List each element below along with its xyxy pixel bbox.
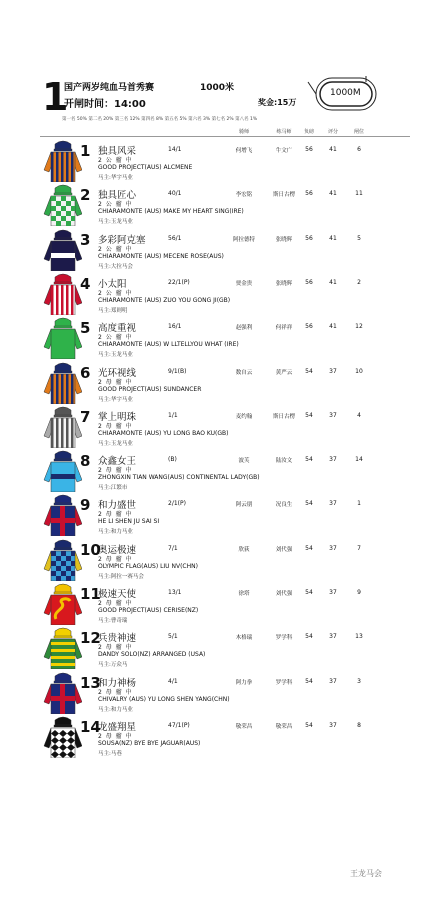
runner-details: 2 公 骝 中 bbox=[98, 201, 133, 209]
runner-pedigree: CHIARAMONTE (AUS) MECENE ROSE(AUS) bbox=[98, 252, 224, 260]
col-gate: 闸位 bbox=[353, 129, 364, 135]
runner-weight: 56 bbox=[305, 146, 313, 153]
track-distance-label: 1000M bbox=[330, 88, 361, 98]
runner-details: 2 公 骝 中 bbox=[98, 334, 133, 342]
col-jockey: 骑师 bbox=[238, 129, 249, 135]
runner-gate: 6 bbox=[357, 146, 361, 153]
runner-weight: 54 bbox=[305, 544, 313, 552]
runner-number: 3 bbox=[80, 230, 91, 249]
race-title: 国产两岁纯血马首秀赛 bbox=[64, 83, 155, 93]
runner-rating: 41 bbox=[329, 190, 337, 198]
runner-odds: 2/1(P) bbox=[168, 500, 186, 508]
runner-details: 2 公 骝 中 bbox=[98, 245, 133, 253]
runner-owner: 马主:大拉马会 bbox=[98, 263, 133, 270]
jockey-silk-icon bbox=[42, 273, 82, 315]
runner-owner: 马主:和力马业 bbox=[98, 706, 133, 713]
watermark: 王龙马会 bbox=[350, 869, 382, 878]
runner-details: 2 母 骝 中 bbox=[98, 511, 133, 519]
runner-gate: 7 bbox=[357, 544, 361, 552]
runner-row bbox=[0, 494, 432, 538]
runner-rating: 37 bbox=[329, 411, 337, 419]
runner-name: 掌上明珠 bbox=[98, 411, 137, 423]
runner-name: 多彩阿克塞 bbox=[98, 234, 146, 246]
runner-owner: 马主:郑则明 bbox=[98, 307, 128, 314]
runner-odds: 40/1 bbox=[168, 190, 182, 198]
runner-rating: 37 bbox=[329, 456, 337, 464]
runner-details: 2 母 骝 中 bbox=[98, 378, 133, 386]
runner-number: 1 bbox=[80, 142, 91, 160]
runner-name: 小太阳 bbox=[98, 278, 127, 290]
runner-jockey: 麦约翰 bbox=[235, 413, 253, 420]
runner-jockey: 欣荻 bbox=[238, 546, 250, 553]
runner-rating: 41 bbox=[329, 323, 337, 331]
runner-name: 极速天使 bbox=[98, 589, 137, 600]
runner-row bbox=[0, 317, 432, 361]
start-time: 开闸时间：14:00 bbox=[64, 99, 146, 110]
runner-pedigree: GOOD PROJECT(AUS) CERISE(NZ) bbox=[98, 607, 199, 614]
runner-trainer: 斯日古楞 bbox=[272, 192, 295, 199]
runner-name: 龙盛翔星 bbox=[98, 721, 137, 733]
jockey-silk-icon bbox=[42, 450, 82, 492]
runner-weight: 56 bbox=[305, 190, 313, 198]
runner-rating: 37 bbox=[329, 500, 337, 508]
runner-rating: 37 bbox=[329, 589, 337, 596]
runner-gate: 11 bbox=[355, 190, 363, 198]
runner-number: 4 bbox=[80, 274, 91, 293]
runner-details: 2 母 骝 中 bbox=[98, 600, 133, 607]
runner-name: 和力神杨 bbox=[98, 677, 137, 689]
jockey-silk-icon bbox=[42, 317, 82, 359]
race-number: 1 bbox=[42, 75, 69, 119]
runner-weight: 54 bbox=[305, 589, 313, 596]
runner-odds: 22/1(P) bbox=[168, 278, 190, 286]
runner-name: 高度重视 bbox=[98, 323, 137, 335]
runner-number: 8 bbox=[80, 452, 91, 471]
runner-weight: 54 bbox=[305, 721, 313, 729]
runner-pedigree: SOUSA(NZ) BYE BYE JAGUAR(AUS) bbox=[98, 739, 201, 747]
runner-owner: 马主:江繁市 bbox=[98, 485, 128, 492]
jockey-silk-icon bbox=[42, 539, 82, 581]
runner-jockey: 阿拉德特 bbox=[232, 236, 255, 243]
runner-weight: 54 bbox=[305, 456, 313, 464]
runner-jockey: 波芙 bbox=[238, 458, 250, 465]
runner-number: 2 bbox=[80, 186, 91, 205]
runner-number: 7 bbox=[80, 407, 91, 426]
runner-odds: 1/1 bbox=[168, 411, 178, 419]
jockey-silk-icon bbox=[42, 627, 82, 669]
prize-money: 奖金:15万 bbox=[258, 98, 297, 107]
header-divider bbox=[40, 136, 410, 137]
runner-details: 2 公 骝 中 bbox=[98, 157, 133, 164]
runner-odds: 5/1 bbox=[168, 633, 178, 641]
runner-trainer: 罗学科 bbox=[275, 635, 293, 642]
race-header bbox=[0, 0, 432, 140]
runner-jockey: 木格瑞 bbox=[235, 635, 253, 642]
runner-name: 兵贵神速 bbox=[98, 633, 137, 645]
runner-odds: 56/1 bbox=[168, 234, 182, 242]
runner-rating: 37 bbox=[329, 633, 337, 641]
runner-rating: 37 bbox=[329, 544, 337, 552]
runner-gate: 8 bbox=[357, 721, 361, 729]
runner-owner: 马主:玉龙马业 bbox=[98, 440, 133, 447]
runner-rating: 41 bbox=[329, 278, 337, 286]
runner-odds: 13/1 bbox=[168, 589, 182, 596]
runner-name: 光环视线 bbox=[98, 367, 137, 379]
runner-number: 12 bbox=[80, 629, 101, 648]
jockey-silk-icon bbox=[42, 716, 82, 758]
runner-weight: 54 bbox=[305, 677, 313, 685]
runner-odds: (B) bbox=[168, 456, 177, 464]
runner-row bbox=[0, 583, 432, 627]
runner-pedigree: GOOD PROJECT(AUS) SUNDANCER bbox=[98, 385, 202, 393]
runner-owner: 马主:马巷 bbox=[98, 750, 122, 757]
runner-weight: 54 bbox=[305, 367, 313, 375]
runner-gate: 4 bbox=[357, 411, 361, 419]
runner-jockey: 阿力拳 bbox=[235, 679, 253, 686]
runner-trainer: 刘代强 bbox=[275, 591, 293, 597]
runner-odds: 47/1(P) bbox=[168, 721, 190, 729]
runner-gate: 5 bbox=[357, 234, 361, 242]
runner-gate: 9 bbox=[357, 589, 361, 596]
runner-owner: 马主:和力马业 bbox=[98, 529, 133, 536]
runner-pedigree: CHIARAMONTE (AUS) YU LONG BAO KU(GB) bbox=[98, 429, 229, 437]
runner-jockey: 阿云朋 bbox=[235, 502, 253, 509]
runner-trainer: 何祥祥 bbox=[275, 325, 293, 332]
runner-pedigree: GOOD PROJECT(AUS) ALCMENE bbox=[98, 164, 193, 171]
runner-row bbox=[0, 229, 432, 273]
runner-gate: 14 bbox=[355, 456, 363, 464]
runner-row bbox=[0, 184, 432, 228]
runner-number: 10 bbox=[80, 540, 101, 559]
col-weight: 负磅 bbox=[303, 129, 314, 135]
runner-name: 众鑫女王 bbox=[98, 456, 137, 468]
runner-gate: 2 bbox=[357, 278, 361, 286]
runner-row bbox=[0, 672, 432, 716]
runner-trainer: 罗学科 bbox=[275, 679, 293, 686]
runner-gate: 10 bbox=[355, 367, 363, 375]
runner-number: 13 bbox=[80, 673, 101, 692]
runner-gate: 12 bbox=[355, 323, 363, 331]
runner-odds: 9/1(B) bbox=[168, 367, 187, 375]
runner-name: 奥运极速 bbox=[98, 544, 137, 556]
runner-trainer: 张晓辉 bbox=[275, 236, 293, 243]
runner-trainer: 况良生 bbox=[275, 502, 293, 509]
runner-odds: 4/1 bbox=[168, 677, 178, 685]
runner-row bbox=[0, 716, 432, 760]
runner-odds: 14/1 bbox=[168, 146, 182, 153]
jockey-silk-icon bbox=[42, 362, 82, 404]
runner-jockey: 贾金贵 bbox=[235, 280, 253, 287]
runner-weight: 56 bbox=[305, 323, 313, 331]
runner-pedigree: CHIVALRY (AUS) YU LONG SHEN YANG(CHN) bbox=[98, 695, 230, 703]
runner-details: 2 公 骝 中 bbox=[98, 289, 133, 297]
runner-jockey: 徐塔 bbox=[238, 591, 250, 597]
runner-name: 和力盛世 bbox=[98, 500, 137, 512]
runner-trainer: 斯日古楞 bbox=[272, 413, 295, 420]
runner-trainer: 牛文广 bbox=[275, 148, 293, 154]
runner-row bbox=[0, 362, 432, 406]
runner-gate: 1 bbox=[357, 500, 361, 508]
runner-rating: 37 bbox=[329, 721, 337, 729]
runner-pedigree: CHIARAMONTE (AUS) MAKE MY HEART SING(IRE) bbox=[98, 208, 244, 216]
runner-row bbox=[0, 406, 432, 450]
jockey-silk-icon bbox=[42, 494, 82, 536]
runner-details: 2 母 骝 中 bbox=[98, 555, 133, 563]
runner-jockey: 赵强利 bbox=[235, 325, 253, 332]
prize-placings: 第一名 50% 第二名 20% 第三名 12% 第四名 8% 第五名 5% 第六名 3% 第七名 2% 第八名 1% bbox=[62, 117, 258, 122]
runner-row bbox=[0, 450, 432, 494]
runner-owner: 马主:华宇马业 bbox=[98, 175, 133, 181]
runner-details: 2 母 骝 中 bbox=[98, 422, 133, 430]
runner-details: 2 母 骝 中 bbox=[98, 467, 133, 475]
runner-number: 14 bbox=[80, 717, 101, 736]
runner-rating: 37 bbox=[329, 677, 337, 685]
runner-pedigree: HE LI SHEN JU SAI SI bbox=[98, 518, 160, 526]
jockey-silk-icon bbox=[42, 229, 82, 271]
runner-pedigree: OLYMPIC FLAG(AUS) LIU NV(CHN) bbox=[98, 562, 198, 570]
runner-row bbox=[0, 539, 432, 583]
runner-name: 独具匠心 bbox=[98, 190, 137, 202]
runner-pedigree: CHIARAMONTE (AUS) ZUO YOU GONG JI(GB) bbox=[98, 296, 231, 304]
runner-pedigree: DANDY SOLO(NZ) ARRANGED (USA) bbox=[98, 651, 206, 659]
runner-owner: 马主:阿拉一赛马会 bbox=[98, 573, 144, 580]
runner-weight: 56 bbox=[305, 278, 313, 286]
runner-row bbox=[0, 273, 432, 317]
runner-trainer: 黄严云 bbox=[275, 369, 293, 376]
runner-gate: 13 bbox=[355, 633, 363, 641]
runner-weight: 54 bbox=[305, 500, 313, 508]
runner-owner: 马主:玉龙马业 bbox=[98, 352, 133, 359]
runner-number: 11 bbox=[80, 585, 101, 603]
runner-jockey: 敬荣昌 bbox=[235, 723, 253, 730]
runner-details: 2 母 骝 中 bbox=[98, 644, 133, 652]
runner-jockey: 何增飞 bbox=[235, 148, 253, 154]
runner-owner: 马主:玉龙马业 bbox=[98, 219, 133, 226]
runner-trainer: 张晓辉 bbox=[275, 280, 293, 287]
jockey-silk-icon bbox=[42, 140, 82, 182]
runner-owner: 马主:曹奇瑞 bbox=[98, 618, 128, 624]
runner-number: 9 bbox=[80, 496, 91, 515]
runner-gate: 3 bbox=[357, 677, 361, 685]
jockey-silk-icon bbox=[42, 583, 82, 625]
runner-trainer: 陆汝文 bbox=[275, 458, 293, 465]
runner-name: 独具风采 bbox=[98, 146, 137, 157]
runner-number: 6 bbox=[80, 363, 91, 382]
runner-jockey: 数自云 bbox=[235, 369, 253, 376]
runner-details: 2 母 骝 中 bbox=[98, 688, 133, 696]
runner-weight: 54 bbox=[305, 411, 313, 419]
runner-trainer: 刘代强 bbox=[275, 546, 293, 553]
runner-odds: 16/1 bbox=[168, 323, 182, 331]
runner-owner: 马主:华宇马业 bbox=[98, 396, 133, 403]
runner-row bbox=[0, 627, 432, 671]
col-trainer: 练马师 bbox=[276, 129, 292, 135]
runner-row bbox=[0, 140, 432, 184]
jockey-silk-icon bbox=[42, 672, 82, 714]
runner-odds: 7/1 bbox=[168, 544, 178, 552]
runner-details: 2 母 骝 中 bbox=[98, 732, 133, 740]
runner-rating: 41 bbox=[329, 146, 337, 153]
runner-rating: 41 bbox=[329, 234, 337, 242]
runner-jockey: 李宏铭 bbox=[235, 192, 253, 199]
runner-weight: 54 bbox=[305, 633, 313, 641]
runner-rating: 37 bbox=[329, 367, 337, 375]
col-rating: 评分 bbox=[327, 129, 338, 135]
runner-pedigree: ZHONGXIN TIAN WANG(AUS) CONTINENTAL LADY(GB) bbox=[98, 474, 260, 482]
runner-trainer: 敬荣昌 bbox=[275, 723, 293, 730]
race-distance: 1000米 bbox=[200, 83, 235, 93]
runner-owner: 马主:万众马 bbox=[98, 662, 128, 669]
jockey-silk-icon bbox=[42, 406, 82, 448]
runner-pedigree: CHIARAMONTE (AUS) W LLTELLYOU WHAT (IRE) bbox=[98, 341, 239, 349]
runner-weight: 56 bbox=[305, 234, 313, 242]
jockey-silk-icon bbox=[42, 184, 82, 226]
runner-number: 5 bbox=[80, 319, 91, 338]
